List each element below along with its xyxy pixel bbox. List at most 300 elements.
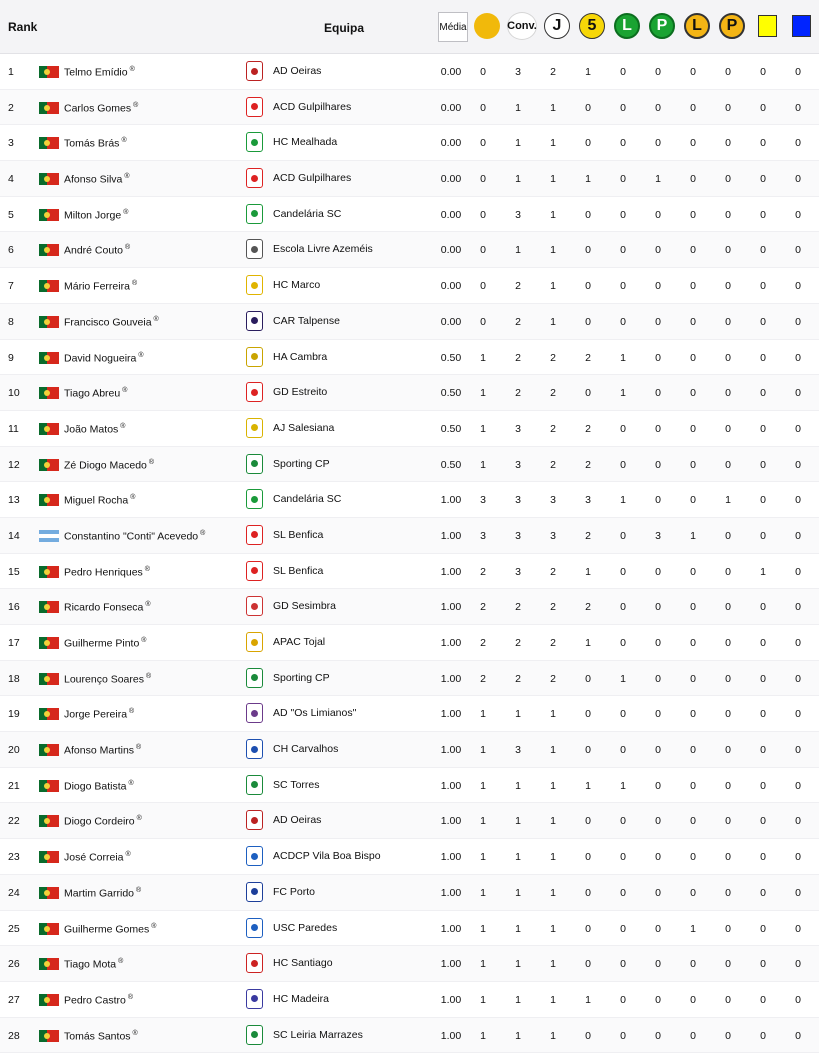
stat-cell: 0: [620, 66, 626, 78]
team-crest-icon: [246, 632, 263, 652]
stat-cell: 0: [795, 601, 801, 614]
table-row[interactable]: [0, 482, 819, 518]
stat-cell: 0: [795, 208, 801, 221]
country-flag-icon: [39, 387, 59, 399]
player-name-text: Miguel Rocha: [64, 494, 129, 507]
table-row[interactable]: [0, 125, 819, 161]
stat-cell: 0: [690, 744, 696, 757]
team-name[interactable]: GD Estreito: [273, 386, 328, 399]
stat-cell: 3: [515, 565, 521, 578]
stat-cell: 0: [760, 173, 766, 186]
country-flag-icon: [39, 137, 59, 149]
rank-cell: 21: [8, 779, 20, 792]
registered-icon: ®: [130, 494, 136, 502]
stat-cell: 0: [655, 851, 661, 864]
player-name-text: Carlos Gomes: [64, 102, 132, 115]
stat-cell: 1: [550, 958, 556, 971]
five-header[interactable]: [577, 10, 607, 42]
table-row[interactable]: [0, 518, 819, 554]
table-row[interactable]: [0, 1018, 819, 1053]
player-name[interactable]: [64, 1030, 138, 1043]
player-name[interactable]: [64, 815, 142, 828]
table-row[interactable]: [0, 90, 819, 126]
player-name[interactable]: [64, 387, 127, 400]
stat-cell: 0: [620, 422, 626, 435]
team-name[interactable]: Escola Livre Azeméis: [273, 243, 373, 256]
table-row[interactable]: [0, 946, 819, 982]
country-flag-icon: [39, 708, 59, 720]
rank-cell: 8: [8, 315, 14, 328]
player-name[interactable]: [64, 66, 135, 79]
stat-cell: 3: [550, 529, 556, 542]
stat-cell: 2: [515, 637, 521, 649]
stat-cell: 0: [655, 315, 661, 328]
stat-cell: 1: [550, 101, 556, 114]
registered-icon: ®: [151, 922, 157, 930]
stat-cell: 0: [655, 993, 661, 1006]
rank-cell: 14: [8, 529, 20, 542]
team-name[interactable]: AD "Os Limianos": [273, 707, 357, 720]
player-name[interactable]: [64, 994, 133, 1007]
stat-cell: 0: [725, 886, 731, 899]
stat-cell: 0: [760, 66, 766, 78]
player-name-text: João Matos: [64, 423, 119, 436]
country-flag-icon: [39, 102, 59, 114]
stat-cell: 0: [795, 708, 801, 721]
player-name-text: Afonso Silva: [64, 173, 123, 186]
stat-cell: 0: [620, 851, 626, 864]
stat-cell: 3: [515, 66, 521, 78]
stat-cell: 1: [585, 637, 591, 649]
stat-cell: 0: [795, 637, 801, 649]
team-crest-icon: [246, 61, 263, 81]
team-name[interactable]: AJ Salesiana: [273, 421, 335, 434]
player-name-text: Diogo Cordeiro: [64, 815, 135, 828]
green-p-icon: P: [649, 13, 675, 39]
team-name[interactable]: APAC Tojal: [273, 636, 326, 648]
table-row[interactable]: [0, 375, 819, 411]
player-name-text: Milton Jorge: [64, 209, 122, 222]
team-name[interactable]: USC Paredes: [273, 921, 338, 934]
stat-cell: 0: [690, 672, 696, 685]
player-name[interactable]: [64, 137, 127, 150]
blue-card-header[interactable]: [786, 10, 816, 42]
player-name[interactable]: [64, 601, 151, 614]
average-cell: 0.50: [440, 458, 462, 471]
player-name[interactable]: [64, 708, 134, 721]
stat-cell: 1: [515, 173, 521, 186]
team-crest-icon: [246, 168, 263, 188]
stat-cell: 1: [760, 565, 766, 578]
stat-cell: 0: [760, 779, 766, 792]
stat-cell: 3: [515, 529, 521, 542]
stat-cell: 1: [620, 672, 626, 685]
stat-cell: 0: [725, 708, 731, 721]
stat-cell: 0: [655, 208, 661, 221]
stat-cell: 1: [515, 886, 521, 899]
stat-cell: 0: [655, 351, 661, 364]
stat-cell: 0: [620, 601, 626, 614]
player-name[interactable]: [64, 673, 151, 686]
team-header[interactable]: Equipa: [324, 21, 365, 35]
registered-icon: ®: [132, 1029, 138, 1037]
stat-cell: 0: [655, 494, 661, 507]
yellow-card-header[interactable]: [752, 10, 782, 42]
team-crest-icon: [246, 918, 263, 938]
team-crest-icon: [246, 989, 263, 1009]
stat-cell: 0: [690, 351, 696, 364]
stat-cell: 0: [760, 744, 766, 757]
stat-cell: 0: [655, 815, 661, 828]
stat-cell: 1: [550, 779, 556, 792]
stat-cell: 0: [725, 315, 731, 328]
team-name[interactable]: Sporting CP: [273, 457, 330, 470]
team-crest-icon: [246, 525, 263, 545]
stat-cell: 0: [795, 280, 801, 293]
registered-icon: ®: [120, 422, 126, 430]
stat-cell: 0: [655, 779, 661, 792]
average-cell: 1.00: [440, 637, 462, 649]
country-flag-icon: [39, 280, 59, 292]
country-flag-icon: [39, 1030, 59, 1042]
stat-cell: 0: [585, 244, 591, 257]
table-row[interactable]: [0, 197, 819, 233]
stat-cell: 0: [760, 958, 766, 971]
average-cell: 1.00: [440, 886, 462, 899]
stat-cell: 2: [550, 458, 556, 471]
stat-cell: 0: [655, 958, 661, 971]
player-name[interactable]: [64, 744, 141, 757]
rank-cell: 12: [8, 458, 20, 471]
rank-header[interactable]: Rank: [8, 20, 38, 34]
stat-cell: 2: [550, 637, 556, 649]
stat-cell: 0: [690, 601, 696, 614]
player-name-text: Martim Garrido: [64, 887, 135, 900]
stat-cell: 0: [620, 208, 626, 221]
stat-cell: 0: [795, 1029, 801, 1042]
registered-icon: ®: [141, 637, 147, 644]
table-row[interactable]: [0, 661, 819, 697]
team-name[interactable]: GD Sesimbra: [273, 600, 337, 613]
country-flag-icon: [39, 851, 59, 863]
player-name[interactable]: [64, 352, 144, 365]
stat-cell: 0: [725, 422, 731, 435]
player-name[interactable]: [64, 423, 125, 436]
team-crest-icon: [246, 132, 263, 152]
table-row[interactable]: [0, 161, 819, 197]
stat-cell: 2: [480, 601, 486, 614]
team-name[interactable]: AD Oeiras: [273, 814, 322, 827]
player-name-text: Mário Ferreira: [64, 280, 130, 293]
team-name[interactable]: CAR Talpense: [273, 314, 340, 327]
team-name[interactable]: SC Torres: [273, 778, 320, 791]
player-name[interactable]: [64, 923, 156, 936]
player-name[interactable]: [64, 530, 205, 543]
stat-cell: 0: [690, 1029, 696, 1042]
stat-cell: 0: [795, 779, 801, 792]
player-name[interactable]: [64, 102, 138, 115]
stat-cell: 0: [760, 458, 766, 471]
stat-cell: 0: [620, 244, 626, 257]
rank-cell: 9: [8, 351, 14, 364]
player-name-text: Francisco Gouveia: [64, 316, 152, 329]
team-name[interactable]: ACDCP Vila Boa Bispo: [273, 850, 381, 863]
stat-cell: 0: [585, 708, 591, 721]
table-row[interactable]: [0, 732, 819, 768]
team-crest-icon: [246, 311, 263, 331]
stat-cell: 1: [515, 851, 521, 864]
yellow-p-header[interactable]: [717, 10, 747, 42]
table-row[interactable]: [0, 696, 819, 732]
player-name[interactable]: [64, 316, 159, 329]
conv-header[interactable]: [507, 10, 537, 42]
player-name[interactable]: [64, 851, 131, 864]
stat-cell: 0: [760, 529, 766, 542]
stat-cell: 1: [550, 851, 556, 864]
stat-cell: 0: [760, 851, 766, 864]
player-name[interactable]: [64, 280, 137, 293]
average-cell: 1.00: [440, 672, 462, 685]
team-crest-icon: [246, 239, 263, 259]
player-name[interactable]: [64, 209, 128, 222]
stat-cell: 0: [760, 351, 766, 364]
stat-cell: 0: [655, 422, 661, 435]
stat-cell: 0: [655, 244, 661, 257]
stat-cell: 0: [655, 922, 661, 935]
goal-ball-icon: [474, 13, 500, 39]
stat-cell: 0: [725, 208, 731, 221]
rank-cell: 7: [8, 280, 14, 293]
stat-cell: 1: [620, 351, 626, 364]
stat-cell: 1: [550, 1029, 556, 1042]
average-cell: 0.50: [440, 422, 462, 435]
team-name[interactable]: SL Benfica: [273, 564, 324, 577]
table-row[interactable]: [0, 625, 819, 661]
stat-cell: 0: [480, 315, 486, 328]
country-flag-icon: [39, 530, 59, 542]
player-name-text: Zé Diogo Macedo: [64, 459, 147, 472]
stat-cell: 0: [690, 708, 696, 721]
stat-cell: 0: [620, 708, 626, 721]
stat-cell: 0: [480, 244, 486, 257]
stat-cell: 1: [550, 137, 556, 150]
stat-cell: 1: [515, 708, 521, 721]
player-name[interactable]: [64, 887, 141, 900]
stat-cell: 0: [795, 993, 801, 1006]
player-name[interactable]: [64, 566, 150, 579]
team-name[interactable]: ACD Gulpilhares: [273, 100, 352, 113]
player-name-text: Tomás Brás: [64, 137, 120, 150]
stat-cell: 0: [655, 601, 661, 614]
stat-cell: 0: [725, 173, 731, 186]
stat-cell: 0: [690, 565, 696, 578]
stat-cell: 0: [585, 101, 591, 114]
team-name[interactable]: HA Cambra: [273, 350, 328, 363]
team-crest-icon: [246, 204, 263, 224]
table-row[interactable]: [0, 340, 819, 376]
country-flag-icon: [39, 459, 59, 471]
team-name[interactable]: SC Leiria Marrazes: [273, 1028, 363, 1041]
player-name-text: Guilherme Pinto: [64, 637, 140, 650]
team-crest-icon: [246, 97, 263, 117]
player-name[interactable]: [64, 244, 130, 257]
table-row[interactable]: [0, 839, 819, 875]
registered-icon: ®: [127, 993, 134, 1001]
player-name-text: Pedro Henriques: [64, 566, 143, 579]
player-name[interactable]: [64, 958, 123, 971]
stat-cell: 1: [480, 851, 486, 864]
goals-header[interactable]: [472, 10, 502, 42]
team-name[interactable]: Sporting CP: [273, 671, 330, 684]
stat-cell: 2: [585, 351, 591, 364]
stat-cell: 1: [515, 958, 521, 971]
team-crest-icon: [246, 454, 263, 474]
stat-cell: 0: [795, 886, 801, 899]
table-row[interactable]: [0, 589, 819, 625]
stat-cell: 2: [550, 351, 556, 364]
country-flag-icon: [39, 744, 59, 756]
player-name[interactable]: [64, 459, 154, 472]
stat-cell: 0: [760, 494, 766, 507]
average-cell: 1.00: [440, 922, 462, 935]
stat-cell: 0: [690, 137, 696, 150]
stat-cell: 0: [620, 458, 626, 471]
registered-icon: ®: [121, 137, 127, 145]
team-name[interactable]: Candelária SC: [273, 207, 342, 220]
average-cell: 0.00: [440, 173, 462, 186]
stat-cell: 2: [550, 422, 556, 435]
registered-icon: ®: [129, 66, 135, 73]
stat-cell: 0: [690, 280, 696, 293]
stat-cell: 0: [480, 66, 486, 78]
player-name-text: Guilherme Gomes: [64, 923, 150, 935]
stat-cell: 0: [725, 744, 731, 757]
table-row[interactable]: [0, 911, 819, 947]
stat-cell: 1: [620, 387, 626, 400]
player-name[interactable]: [64, 637, 146, 650]
stat-cell: 0: [795, 244, 801, 257]
table-row[interactable]: [0, 803, 819, 839]
team-name[interactable]: Candelária SC: [273, 493, 342, 506]
stat-cell: 0: [725, 280, 731, 293]
average-cell: 0.00: [440, 315, 462, 328]
stat-cell: 1: [585, 993, 591, 1006]
stat-cell: 0: [690, 66, 696, 78]
green-p-header[interactable]: [647, 10, 677, 42]
stat-cell: 0: [760, 387, 766, 400]
green-l-header[interactable]: [612, 10, 642, 42]
rank-cell: 20: [8, 744, 20, 757]
team-crest-icon: [246, 418, 263, 438]
country-flag-icon: [39, 494, 59, 506]
rank-cell: 26: [8, 958, 20, 971]
stat-cell: 0: [725, 815, 731, 828]
rank-cell: 15: [8, 565, 20, 578]
table-row[interactable]: [0, 54, 819, 90]
team-crest-icon: [246, 775, 263, 795]
stat-cell: 2: [550, 601, 556, 614]
stat-cell: 2: [515, 280, 521, 293]
team-name[interactable]: HC Santiago: [273, 957, 333, 970]
team-name[interactable]: CH Carvalhos: [273, 743, 339, 756]
team-name[interactable]: HC Madeira: [273, 992, 330, 1005]
rank-cell: 11: [8, 422, 19, 435]
player-name-text: Lourenço Soares: [64, 673, 144, 686]
table-row[interactable]: [0, 768, 819, 804]
team-crest-icon: [246, 275, 263, 295]
team-name[interactable]: ACD Gulpilhares: [273, 172, 352, 185]
team-crest-icon: [246, 668, 263, 688]
player-name[interactable]: [64, 780, 134, 793]
rank-cell: 27: [8, 993, 20, 1006]
registered-icon: ®: [138, 351, 144, 359]
stat-cell: 2: [550, 565, 556, 578]
table-row[interactable]: [0, 304, 819, 340]
team-name[interactable]: HC Mealhada: [273, 136, 338, 149]
stat-cell: 0: [655, 101, 661, 114]
stat-cell: 0: [795, 387, 801, 400]
table-row[interactable]: [0, 232, 819, 268]
stat-cell: 0: [585, 1029, 591, 1042]
yellow-l-header[interactable]: [682, 10, 712, 42]
team-name[interactable]: FC Porto: [273, 885, 316, 898]
stat-cell: 0: [725, 637, 731, 649]
table-row[interactable]: [0, 411, 819, 447]
team-name[interactable]: SL Benfica: [273, 528, 324, 541]
stat-cell: 0: [585, 280, 591, 293]
stat-cell: 2: [515, 672, 521, 685]
team-name[interactable]: HC Marco: [273, 279, 321, 292]
table-row[interactable]: [0, 554, 819, 590]
stat-cell: 2: [585, 529, 591, 542]
average-header[interactable]: Média: [438, 12, 468, 42]
stat-cell: 0: [480, 101, 486, 114]
stat-cell: 1: [515, 244, 521, 257]
table-row[interactable]: [0, 447, 819, 483]
rank-cell: 1: [8, 66, 14, 78]
stat-cell: 0: [760, 280, 766, 293]
average-cell: 1.00: [440, 529, 462, 542]
registered-icon: ®: [125, 851, 131, 859]
table-row[interactable]: [0, 268, 819, 304]
stat-cell: 0: [725, 922, 731, 935]
average-cell: 1.00: [440, 851, 462, 864]
stat-cell: 1: [550, 173, 556, 186]
games-header[interactable]: [542, 10, 572, 42]
stat-cell: 2: [550, 387, 556, 400]
team-crest-icon: [246, 846, 263, 866]
country-flag-icon: [39, 887, 59, 899]
team-crest-icon: [246, 953, 263, 973]
country-flag-icon: [39, 601, 59, 613]
stat-cell: 0: [655, 565, 661, 578]
team-crest-icon: [246, 882, 263, 902]
stat-cell: 1: [515, 779, 521, 792]
player-name[interactable]: [64, 494, 135, 507]
stat-cell: 0: [480, 173, 486, 186]
rank-cell: 6: [8, 244, 14, 257]
stat-cell: 1: [480, 815, 486, 828]
table-row[interactable]: [0, 982, 819, 1018]
player-name[interactable]: [64, 173, 130, 186]
table-row[interactable]: [0, 875, 819, 911]
stat-cell: 2: [515, 315, 521, 328]
stat-cell: 0: [655, 708, 661, 721]
average-cell: 1.00: [440, 958, 462, 971]
stat-cell: 0: [760, 815, 766, 828]
team-name[interactable]: AD Oeiras: [273, 65, 322, 77]
table-header: [0, 0, 819, 54]
